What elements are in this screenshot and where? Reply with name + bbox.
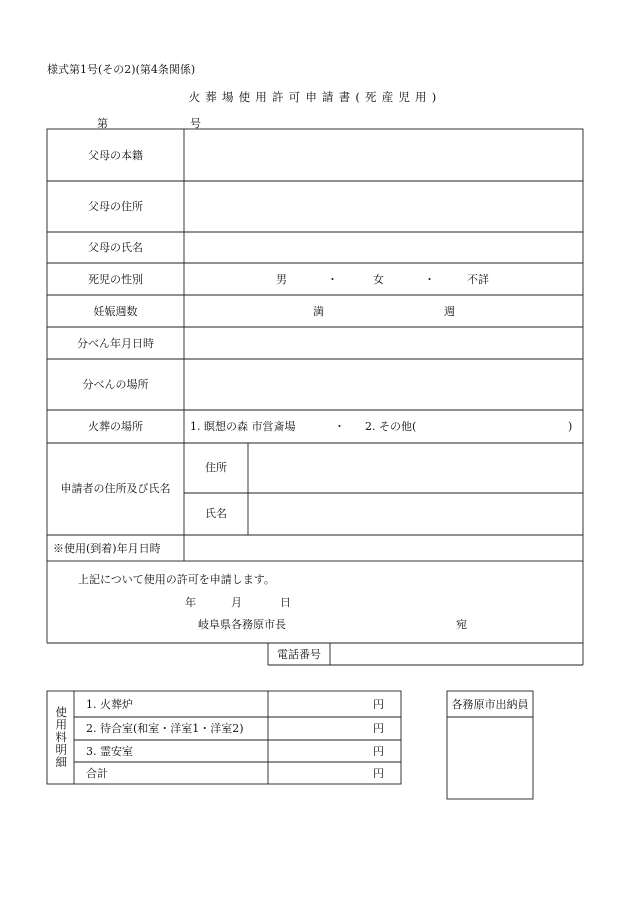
phone-label: 電話番号 <box>277 648 321 661</box>
cremation-separator: ・ <box>334 420 345 433</box>
cremation-option-1[interactable]: 1. 瞑想の森 市営斎場 <box>190 420 296 433</box>
gestation-man: 満 <box>313 305 324 318</box>
label-delivery-datetime: 分べん年月日時 <box>77 337 154 350</box>
date-year: 年 <box>185 596 196 609</box>
label-parents-name: 父母の氏名 <box>88 241 143 254</box>
fee-item: 3. 霊安室 <box>86 745 133 758</box>
delivery-datetime-field[interactable] <box>185 328 582 358</box>
label-gestation-weeks: 妊娠週数 <box>93 305 138 318</box>
number-prefix: 第 <box>97 117 108 130</box>
parents-domicile-field[interactable] <box>185 130 582 180</box>
label-parents-domicile: 父母の本籍 <box>88 149 143 162</box>
sex-option-unknown[interactable]: 不詳 <box>467 273 489 286</box>
form-reference: 様式第1号(その2)(第4条関係) <box>47 63 196 76</box>
cremation-other-close: ) <box>568 420 573 433</box>
addressee-suffix: 宛 <box>456 618 467 631</box>
delivery-place-field[interactable] <box>185 360 582 409</box>
date-day: 日 <box>280 596 291 609</box>
label-parents-address: 父母の住所 <box>88 200 143 213</box>
usage-datetime-field[interactable] <box>185 536 582 560</box>
sex-separator: ・ <box>327 273 338 286</box>
label-cremation-place: 火葬の場所 <box>88 420 143 433</box>
fee-item-total: 合計 <box>86 767 108 780</box>
fee-section-label-text: 使用料明細 <box>54 706 69 769</box>
sex-option-female[interactable]: 女 <box>373 273 384 286</box>
addressee: 岐阜県各務原市長 <box>198 618 286 631</box>
parents-address-field[interactable] <box>185 182 582 231</box>
cremation-option-2[interactable]: 2. その他( <box>365 420 417 433</box>
fee-unit: 円 <box>373 722 384 735</box>
cashier-stamp-label: 各務原市出納員 <box>451 698 529 711</box>
fee-item: 1. 火葬炉 <box>86 698 133 711</box>
label-applicant: 申請者の住所及び氏名 <box>60 482 171 495</box>
fee-amount-field[interactable] <box>269 741 365 761</box>
number-suffix: 号 <box>190 117 201 130</box>
fee-unit: 円 <box>373 698 384 711</box>
sex-option-male[interactable]: 男 <box>276 273 287 286</box>
applicant-name-field[interactable] <box>249 494 582 534</box>
applicant-address-field[interactable] <box>249 444 582 492</box>
cashier-stamp-area <box>448 718 532 798</box>
fee-section-label <box>47 691 74 784</box>
parents-name-field[interactable] <box>185 233 582 262</box>
fee-amount-field[interactable] <box>269 763 365 783</box>
gestation-week: 週 <box>444 305 455 318</box>
declaration-text: 上記について使用の許可を申請します。 <box>78 573 275 586</box>
label-applicant-name: 氏名 <box>205 507 227 520</box>
label-delivery-place: 分べんの場所 <box>82 378 149 391</box>
fee-amount-field[interactable] <box>269 718 365 739</box>
fee-unit: 円 <box>373 767 384 780</box>
fee-amount-field[interactable] <box>269 692 365 716</box>
label-applicant-address: 住所 <box>205 461 227 474</box>
date-month: 月 <box>231 596 242 609</box>
label-usage-datetime: ※使用(到着)年月日時 <box>53 542 161 555</box>
fee-item: 2. 待合室(和室・洋室1・洋室2) <box>86 722 244 735</box>
sex-separator: ・ <box>424 273 435 286</box>
label-stillborn-sex: 死児の性別 <box>88 273 143 286</box>
fee-unit: 円 <box>373 745 384 758</box>
document-title: 火葬場使用許可申請書(死産児用) <box>188 90 442 104</box>
phone-number-field[interactable] <box>331 644 582 664</box>
